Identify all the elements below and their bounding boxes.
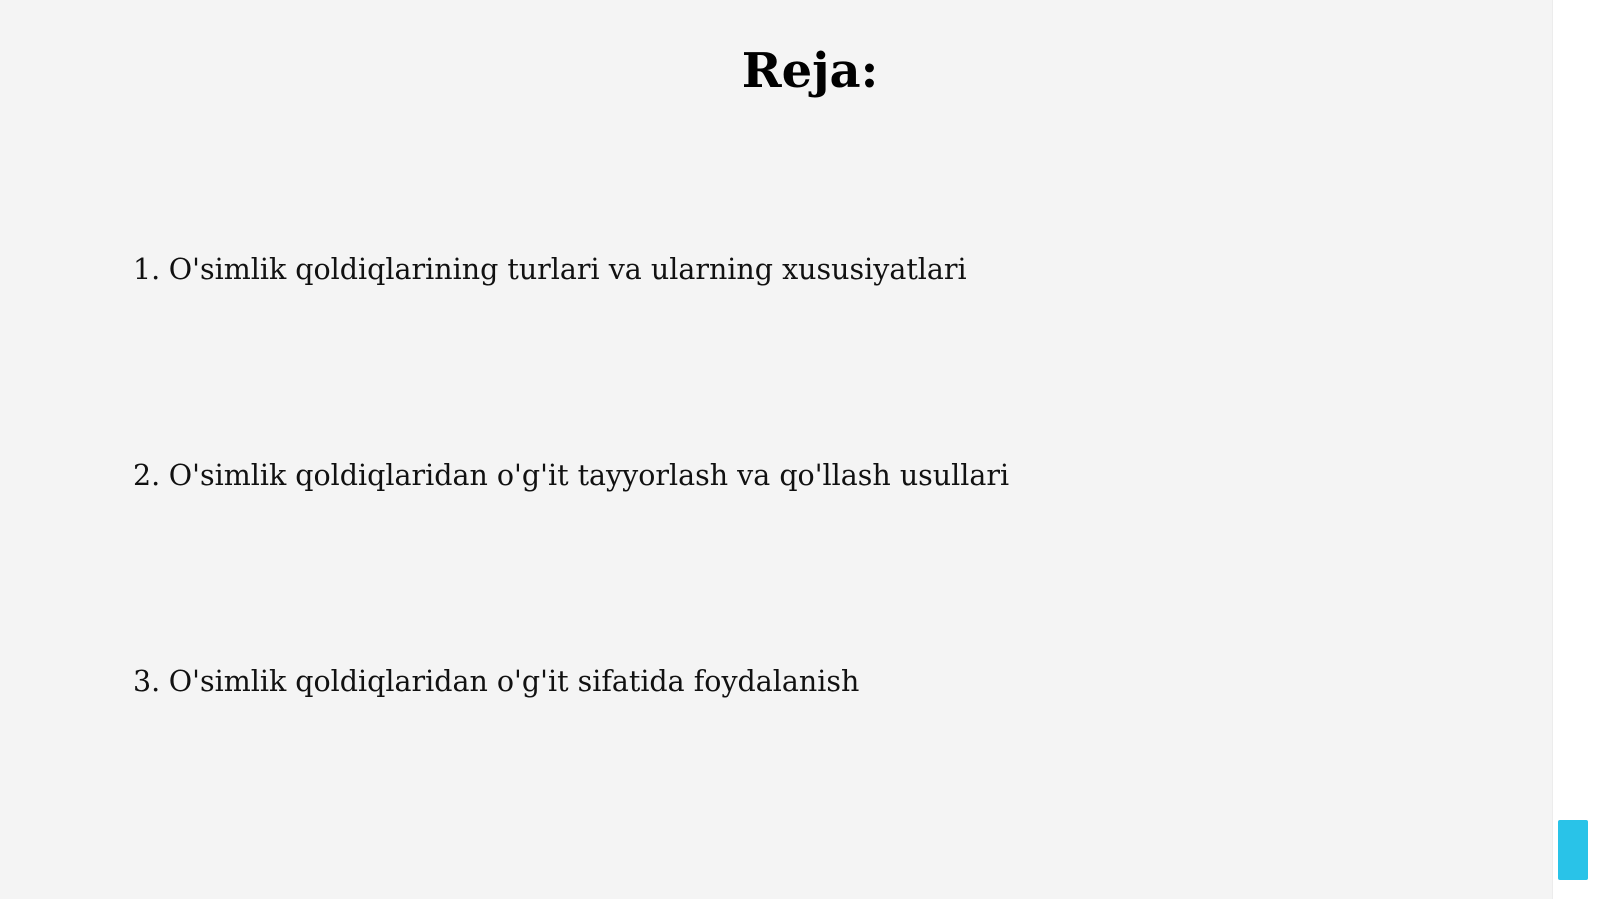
slide-title: Reja: (741, 43, 879, 99)
plan-item-3 (133, 662, 859, 702)
plan-item-text: O'simlik qoldiqlaridan o'g'it tayyorlash va qo'llash usullari (168, 459, 1010, 492)
plan-item-number: 3. (133, 665, 161, 698)
plan-item-number: 2. (133, 459, 161, 492)
plan-item-1 (133, 250, 967, 290)
scrollbar-thumb[interactable] (1558, 820, 1588, 880)
plan-item-2 (133, 456, 1009, 496)
plan-item-text: O'simlik qoldiqlaridan o'g'it sifatida foydalanish (168, 665, 860, 698)
plan-item-text: O'simlik qoldiqlarining turlari va ularning xususiyatlari (168, 253, 967, 286)
right-panel-edge (1552, 0, 1600, 899)
plan-item-number: 1. (133, 253, 161, 286)
